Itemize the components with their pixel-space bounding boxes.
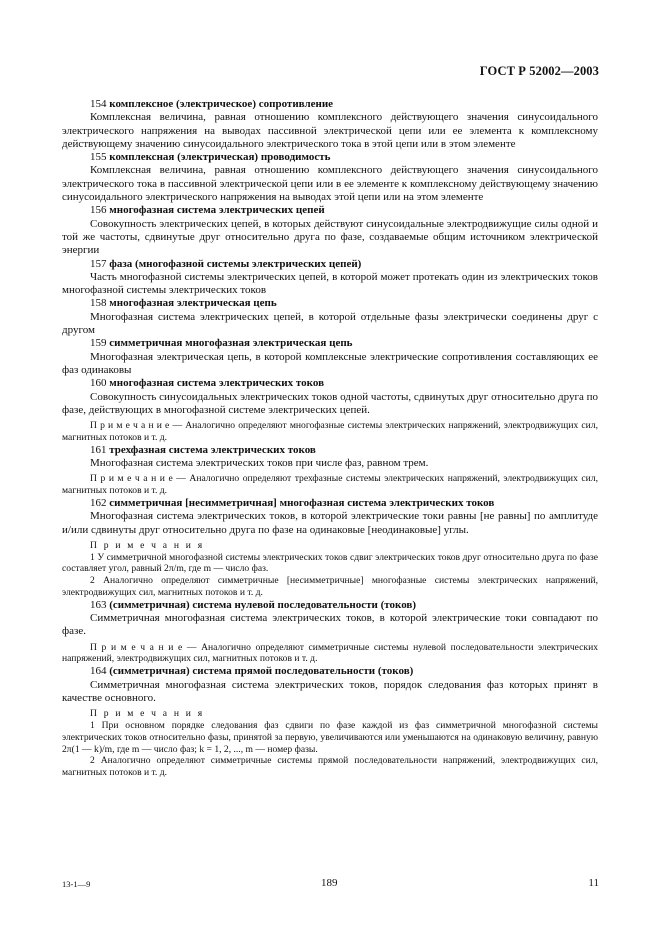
note-163: П р и м е ч а н и е — Аналогично определяют симметричные системы нулевой последовательности электрических напряжений, электродвижущих сил, магнитных потоков и т. д.	[62, 641, 598, 665]
term-157: 157 фаза (многофазной системы электрических цепей)	[90, 257, 362, 270]
definition-154: Комплексная величина, равная отношению комплексного действующего значения синусоидального электрического напряжения на выводах пассивной электрической цепи или ее элемента к комплексному действующему значению синусоидального электрического тока в этой цепи или в этом элементе	[62, 111, 598, 150]
term-161: 161 трехфазная система электрических токов	[90, 443, 316, 456]
definition-164: Симметричная многофазная система электрических токов, порядок следования фаз которых принят в качестве основного.	[62, 678, 598, 704]
footer-document-page: 11	[588, 877, 599, 889]
term-155: 155 комплексная (электрическая) проводимость	[90, 151, 331, 164]
notes-title-164: П р и м е ч а н и я	[90, 708, 205, 720]
footer-sheet-code: 13-1—9	[62, 879, 91, 889]
term-158: 158 многофазная электрическая цепь	[90, 297, 277, 310]
note-162-2: 2 Аналогично определяют симметричные [несимметричные] многофазные системы электрических напряжений, электродвижущих сил, магнитных потоков и т. д.	[62, 575, 598, 598]
note-162-1: 1 У симметричной многофазной системы электрических токов сдвиг электрических токов друг относительно друга по фазе составляет угол, равный 2π/m, где m — число фаз.	[62, 551, 598, 575]
footer-page-number: 189	[321, 877, 338, 889]
definition-161: Многофазная система электрических токов при числе фаз, равном трем.	[90, 457, 429, 470]
note-164-2: 2 Аналогично определяют симметричные системы прямой последовательности напряжений, электродвижущих сил, магнитных потоков и т. д.	[62, 755, 598, 779]
term-159: 159 симметричная многофазная электрическая цепь	[90, 337, 353, 350]
note-160: П р и м е ч а н и е — Аналогично определяют многофазные системы электрических напряжений, электродвижущих сил, магнитных потоков и т. д.	[62, 420, 598, 443]
definition-155: Комплексная величина, равная отношению комплексного действующего значения синусоидального электрического тока в пассивной электрической цепи или в ее элементе к комплексному действующему значению синусоидального электрического напряжения на выводах этой цепи или на этом элементе	[62, 164, 598, 204]
definition-156: Совокупность электрических цепей, в которых действуют синусоидальные электродвижущие силы одной и той же частоты, сдвинутые друг относительно друга по фазе, создаваемые общим источником электрической энергии	[62, 217, 598, 257]
terms-content	[62, 98, 598, 779]
term-163: 163 (симметричная) система нулевой последовательности (токов)	[90, 598, 417, 611]
definition-162: Многофазная система электрических токов, в которой электрические токи равны [не равны] по амплитуде и/или сдвинуты друг относительно друга по фазе на одинаковые [неодинаковые] углы.	[62, 510, 598, 536]
term-164: 164 (симметричная) система прямой последовательности (токов)	[90, 665, 414, 678]
definition-158: Многофазная система электрических цепей, в которой отдельные фазы электрически соединены друг с другом	[62, 310, 598, 337]
note-161: П р и м е ч а н и е — Аналогично определяют трехфазные системы электрических напряжений, электродвижущих сил, магнитных потоков и т. д.	[62, 473, 598, 497]
term-160: 160 многофазная система электрических токов	[90, 377, 325, 390]
definition-163: Симметричная многофазная система электрических токов, в которой электрические токи совпадают по фазе.	[62, 612, 598, 638]
note-164-1: 1 При основном порядке следования фаз сдвиги по фазе каждой из фаз симметричной многофазной системы электрических токов относительно фазы, принятой за первую, увеличиваются или уменьшаются на одинаковую величину, равную 2π(1 — k)/m, где m — число фаз; k = 1, 2, ..., m — номер фазы.	[62, 719, 598, 755]
term-156: 156 многофазная система электрических цепей	[90, 204, 325, 217]
definition-159: Многофазная электрическая цепь, в которой комплексные электрические сопротивления составляющих ее фаз одинаковы	[62, 350, 598, 376]
term-162: 162 симметричная [несимметричная] многофазная система электрических токов	[90, 496, 495, 509]
definition-157: Часть многофазной системы электрических цепей, в которой может протекать один из электрических токов многофазной системы электрических токов	[62, 270, 598, 297]
term-154: 154 комплексное (электрическое) сопротивление	[90, 98, 334, 110]
definition-160: Совокупность синусоидальных электрических токов одной частоты, сдвинутых друг относительно друга по фазе, действующих в многофазной системе электрических цепей.	[62, 390, 598, 416]
notes-title-162: П р и м е ч а н и я	[90, 539, 205, 551]
document-header: ГОСТ Р 52002—2003	[479, 64, 599, 78]
